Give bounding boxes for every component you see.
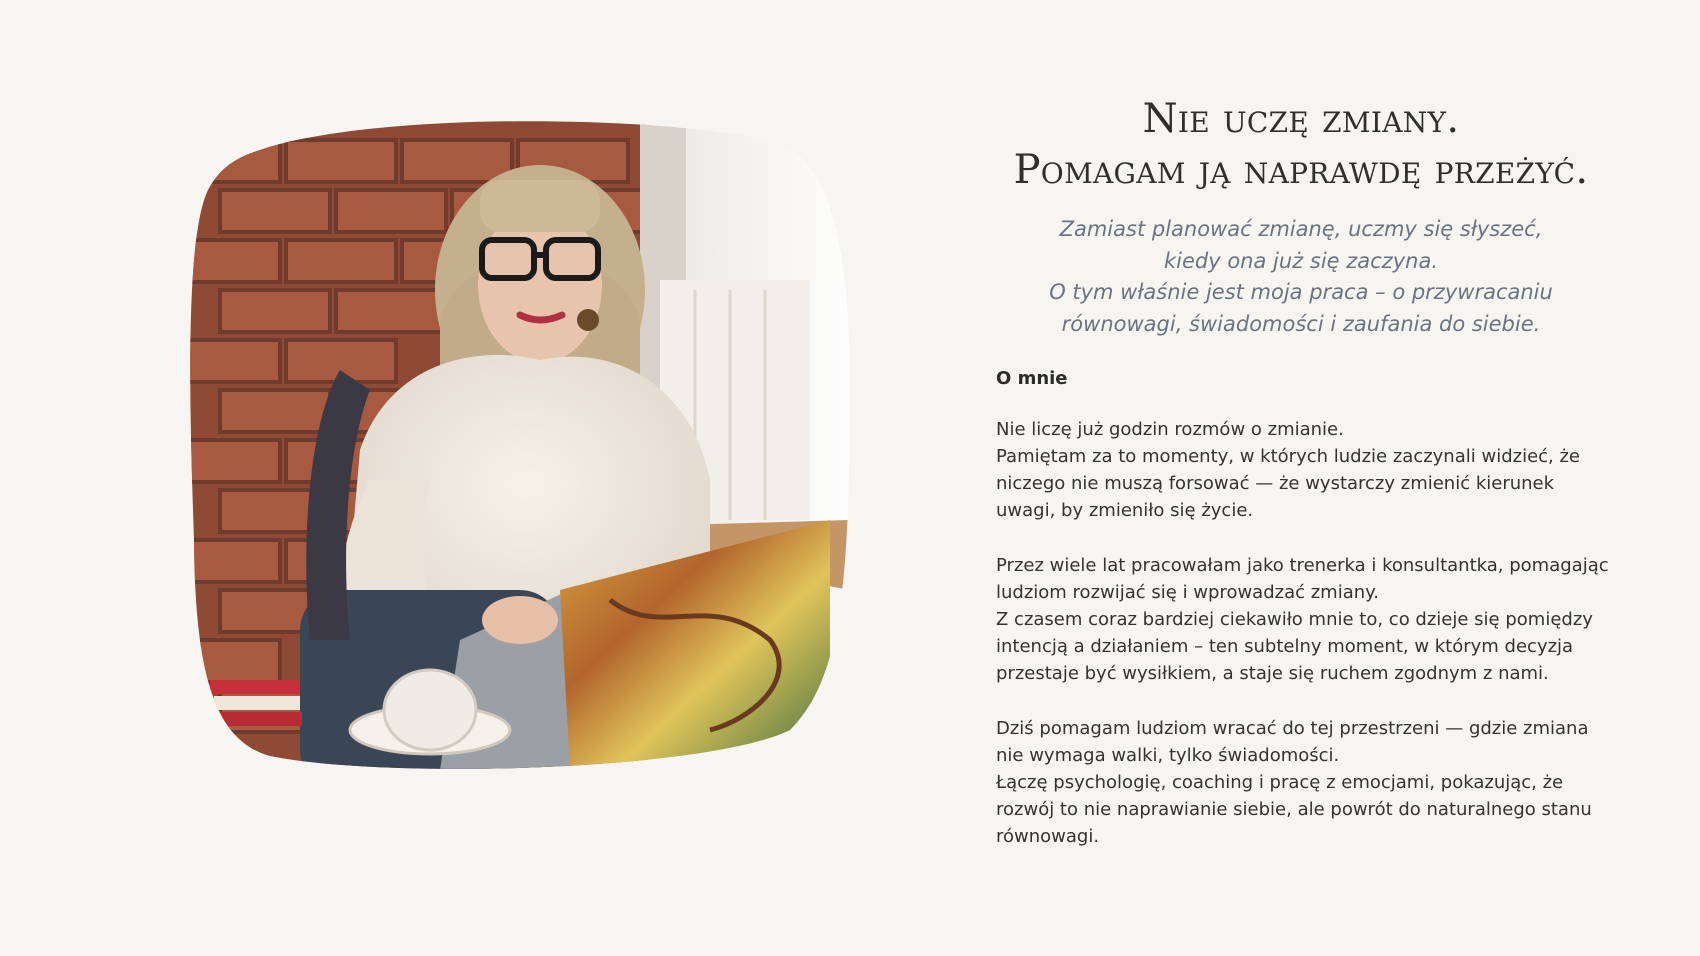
intro-line: kiedy ona już się zaczyna. xyxy=(1163,248,1438,273)
paragraph-line: uwagi, by zmieniło się życie. xyxy=(996,500,1254,521)
headline xyxy=(996,94,1606,196)
paragraph-line: Dziś pomagam ludziom wracać do tej przestrzeni — gdzie zmiana xyxy=(996,718,1589,739)
headline-line: Pomagam ją naprawdę przeżyć. xyxy=(1013,147,1589,193)
intro-line: Zamiast planować zmianę, uczmy się słyszeć, xyxy=(1059,217,1543,241)
paragraph-line: Z czasem coraz bardziej ciekawiło mnie to, co dzieje się pomiędzy xyxy=(996,609,1593,630)
about-section xyxy=(996,94,1609,850)
intro-text xyxy=(996,214,1606,340)
paragraph-line: Przez wiele lat pracowałam jako trenerka i konsultantka, pomagając xyxy=(996,555,1609,576)
about-paragraph xyxy=(996,715,1606,850)
paragraph-line: Łączę psychologię, coaching i pracę z emocjami, pokazując, że xyxy=(996,772,1564,793)
paragraph-line: ludziom rozwijać się i wprowadzać zmiany. xyxy=(996,582,1379,603)
portrait-photo xyxy=(190,120,850,770)
paragraph-line: nie wymaga walki, tylko świadomości. xyxy=(996,745,1340,766)
intro-line: O tym właśnie jest moja praca – o przywracaniu xyxy=(1049,280,1553,304)
about-heading: O mnie xyxy=(996,368,1068,389)
paragraph-line: rozwój to nie naprawianie siebie, ale powrót do naturalnego stanu xyxy=(996,799,1592,820)
paragraph-line: Pamiętam za to momenty, w których ludzie zaczynali widzieć, że xyxy=(996,446,1581,467)
about-paragraph xyxy=(996,416,1606,524)
paragraph-line: równowagi. xyxy=(996,826,1100,847)
intro-line: równowagi, świadomości i zaufania do siebie. xyxy=(1061,311,1541,336)
paragraph-line: Nie liczę już godzin rozmów o zmianie. xyxy=(996,419,1344,440)
paragraph-line: przestaje być wysiłkiem, a staje się ruchem zgodnym z nami. xyxy=(996,663,1549,684)
about-paragraph xyxy=(996,552,1609,687)
paragraph-line: intencją a działaniem – ten subtelny moment, w którym decyzja xyxy=(996,636,1574,657)
headline-line: Nie uczę zmiany. xyxy=(1142,96,1460,142)
paragraph-line: niczego nie muszą forsować — że wystarczy zmienić kierunek xyxy=(996,473,1555,494)
